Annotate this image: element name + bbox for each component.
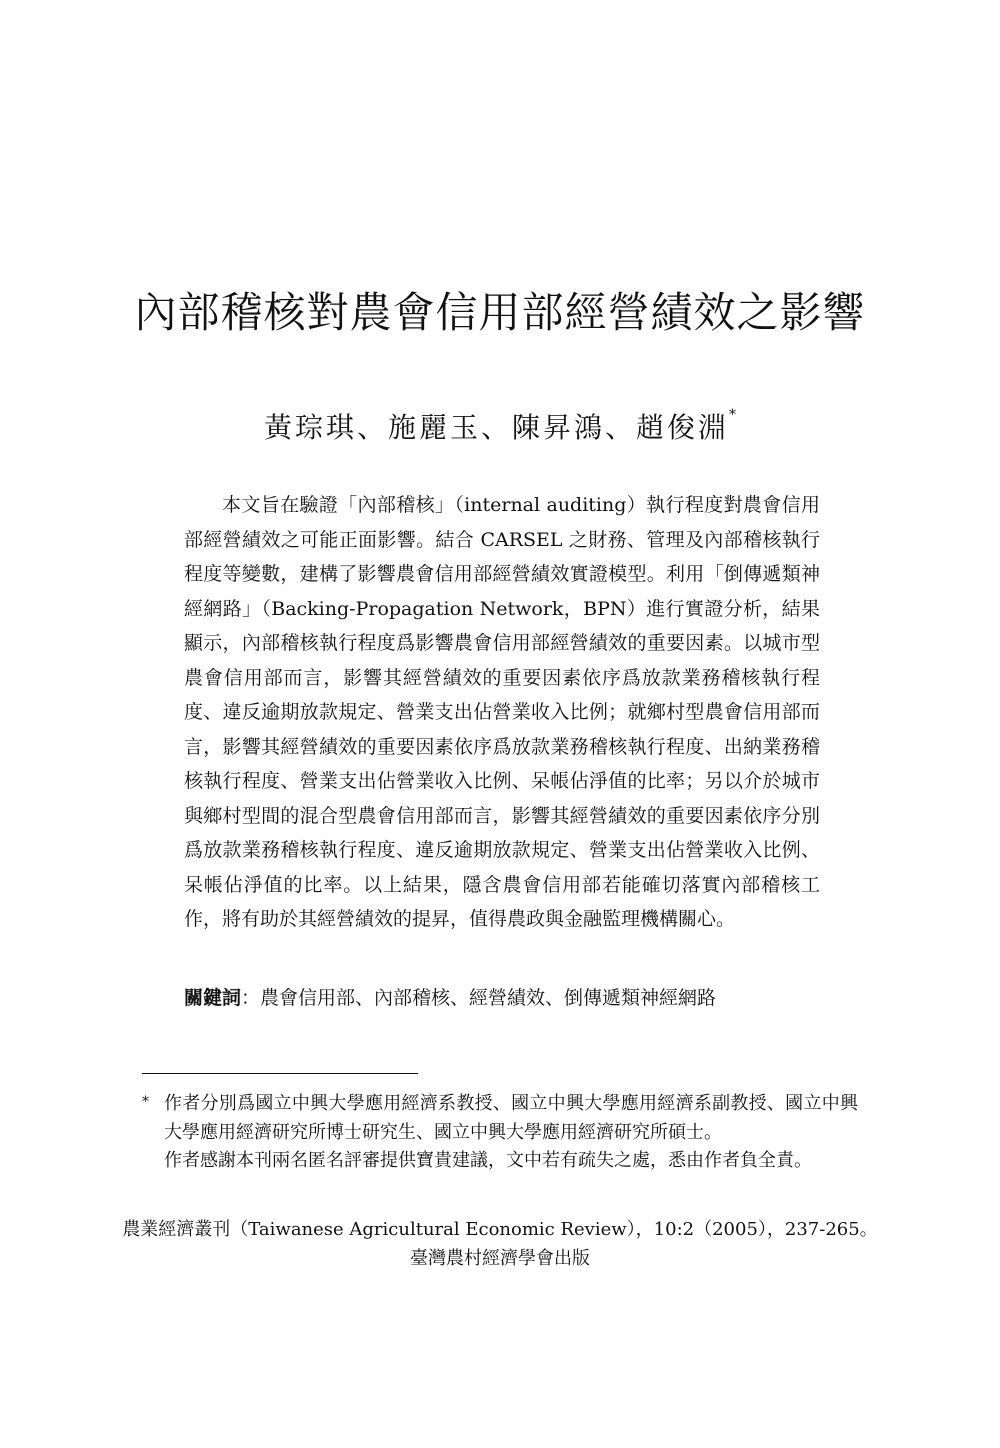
author-list — [0, 408, 1000, 448]
keywords-label: 關鍵詞 — [184, 987, 242, 1009]
footnote-affiliation: 作者分別爲國立中興大學應用經濟系教授、國立中興大學應用經濟系副教授、國立中興大學應用經濟研究所博士研究生、國立中興大學應用經濟研究所碩士。 — [164, 1093, 858, 1143]
footnote-marker: * — [142, 1094, 149, 1110]
keywords-separator: ： — [241, 987, 261, 1009]
keywords-terms: 農會信用部、內部稽核、經營績效、倒傳遞類神經網路 — [260, 987, 717, 1009]
abstract-text: 本文旨在驗證「內部稽核」（internal auditing）執行程度對農會信用部經營績效之可能正面影響。結合 CARSEL 之財務、管理及內部稽核執行程度等變數，建構了影響農會信用部經營績效實證模型。利用「倒傳遞類神經網路」（Backing-Propagation Network，BPN）進行實證分析，結果顯示，內部稽核執行程度爲影響農會信用部經營績效的重要因素。以城市型農會信用部而言，影響其經營績效的重要因素依序爲放款業務稽核執行程度、違反逾期放款規定、營業支出佔營業收入比例；就鄉村型農會信用部而言，影響其經營績效的重要因素依序爲放款業務稽核執行程度、出納業務稽核執行程度、營業支出佔營業收入比例、呆帳佔淨值的比率；另以介於城市與鄉村型間的混合型農會信用部而言，影響其經營績效的重要因素依序分別爲放款業務稽核執行程度、違反逾期放款規定、營業支出佔營業收入比例、呆帳佔淨值的比率。以上結果，隱含農會信用部若能確切落實內部稽核工作，將有助於其經營績效的提昇，值得農政與金融監理機構關心。 — [184, 494, 820, 930]
footnote — [142, 1090, 858, 1176]
author-names: 黃琮琪、施麗玉、陳昇鴻、趙俊淵 — [263, 411, 729, 444]
author-footnote-marker[interactable]: * — [729, 407, 736, 423]
page-title: 內部稽核對農會信用部經營績效之影響 — [134, 288, 866, 337]
footnote-divider — [142, 1073, 418, 1074]
keywords — [184, 983, 820, 1013]
journal-publisher: 臺灣農村經濟學會出版 — [410, 1248, 590, 1269]
footnote-acknowledgement: 作者感謝本刊兩名匿名評審提供寶貴建議，文中若有疏失之處，悉由作者負全責。 — [164, 1150, 812, 1171]
journal-citation: 農業經濟叢刊（Taiwanese Agricultural Economic Review），10:2（2005），237-265。 — [122, 1219, 878, 1240]
